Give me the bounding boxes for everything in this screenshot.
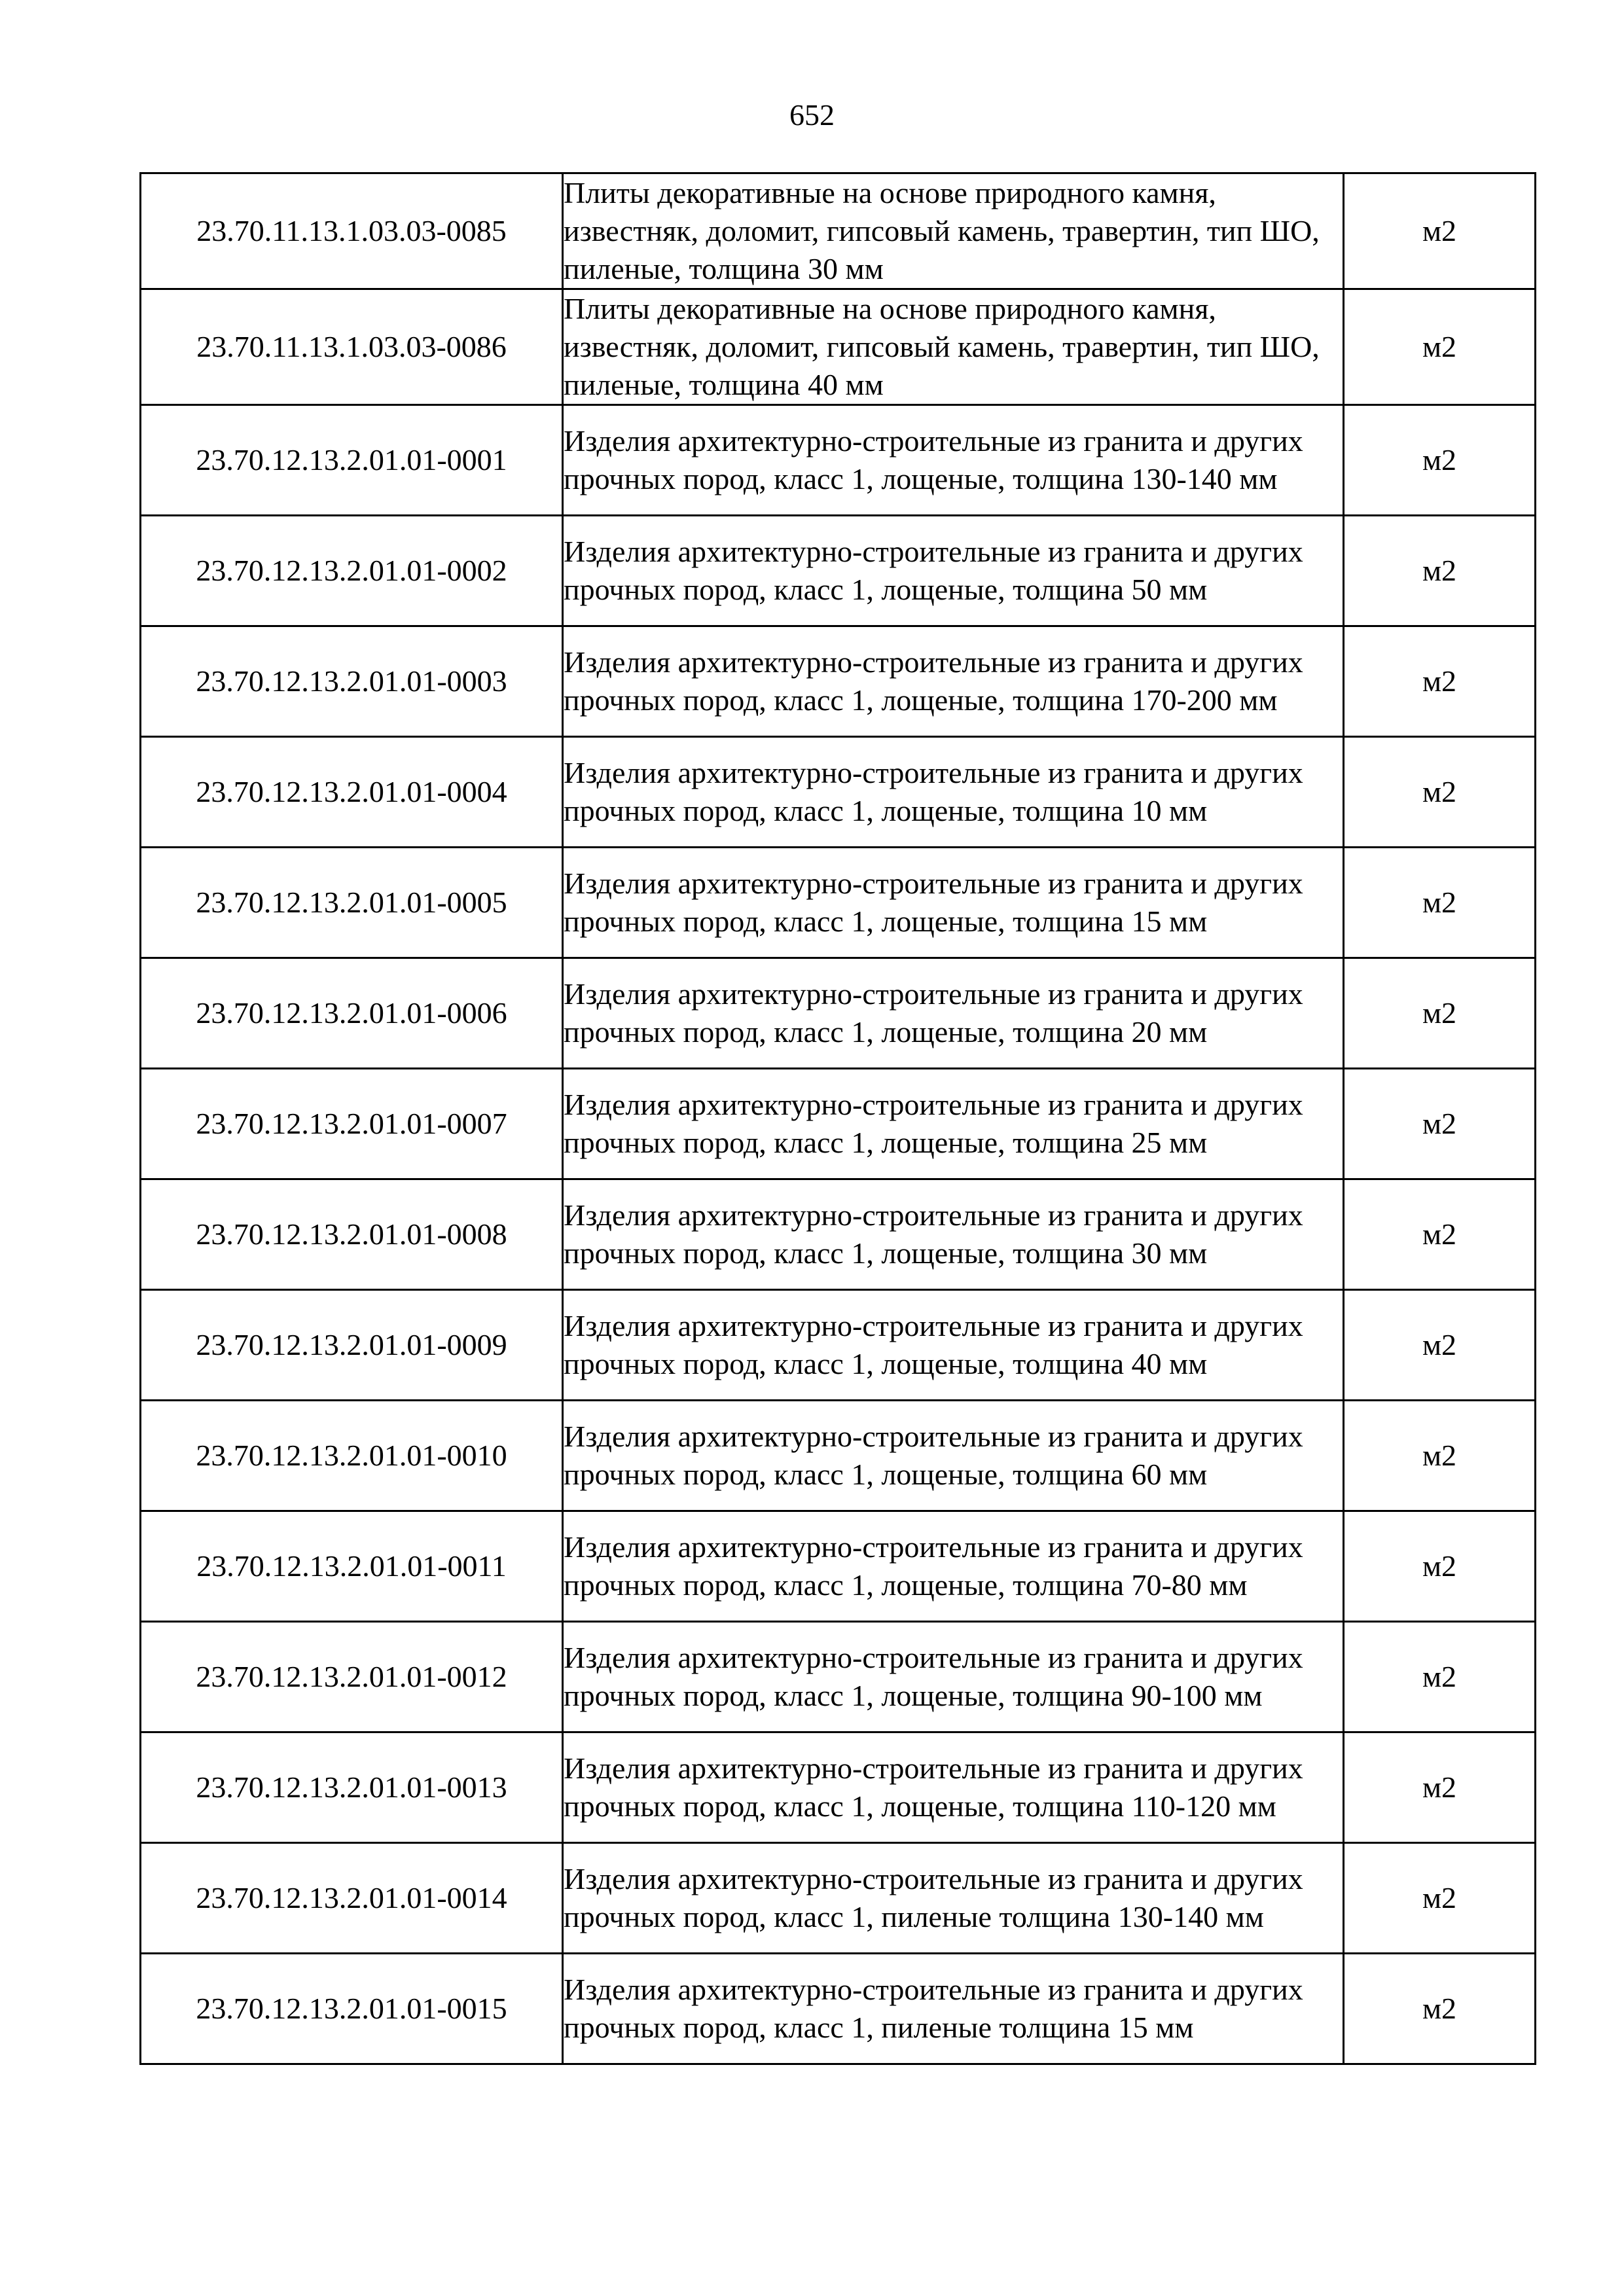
resource-name-cell: Изделия архитектурно-строительные из гранита и других прочных пород, класс 1, лощеные, толщина 15 мм [563,848,1344,958]
table-body [141,173,1536,2064]
resource-code-table [139,172,1536,2065]
resource-name-cell: Изделия архитектурно-строительные из гранита и других прочных пород, класс 1, лощеные, толщина 50 мм [563,516,1344,626]
unit-cell: м2 [1344,289,1536,405]
resource-name-cell: Изделия архитектурно-строительные из гранита и других прочных пород, класс 1, лощеные, толщина 20 мм [563,958,1344,1069]
unit-cell: м2 [1344,1732,1536,1843]
table-row [141,958,1536,1069]
resource-name-cell: Изделия архитектурно-строительные из гранита и других прочных пород, класс 1, лощеные, толщина 30 мм [563,1179,1344,1290]
resource-code-cell: 23.70.12.13.2.01.01-0010 [141,1401,563,1511]
resource-name-cell: Изделия архитектурно-строительные из гранита и других прочных пород, класс 1, лощеные, толщина 90-100 мм [563,1622,1344,1732]
resource-name-cell: Изделия архитектурно-строительные из гранита и других прочных пород, класс 1, пиленые толщина 130-140 мм [563,1843,1344,1954]
resource-code-cell: 23.70.12.13.2.01.01-0015 [141,1954,563,2064]
resource-code-cell: 23.70.12.13.2.01.01-0013 [141,1732,563,1843]
resource-code-cell: 23.70.11.13.1.03.03-0086 [141,289,563,405]
resource-code-cell: 23.70.12.13.2.01.01-0005 [141,848,563,958]
resource-code-cell: 23.70.12.13.2.01.01-0004 [141,737,563,848]
resource-name-cell: Изделия архитектурно-строительные из гранита и других прочных пород, класс 1, лощеные, толщина 130-140 мм [563,405,1344,516]
resource-name-cell: Плиты декоративные на основе природного камня, известняк, доломит, гипсовый камень, травертин, тип ШО, пиленые, толщина 30 мм [563,173,1344,289]
resource-code-cell: 23.70.11.13.1.03.03-0085 [141,173,563,289]
unit-cell: м2 [1344,1622,1536,1732]
resource-code-cell: 23.70.12.13.2.01.01-0001 [141,405,563,516]
resource-name-cell: Изделия архитектурно-строительные из гранита и других прочных пород, класс 1, лощеные, толщина 60 мм [563,1401,1344,1511]
table-row [141,1290,1536,1401]
resource-code-cell: 23.70.12.13.2.01.01-0011 [141,1511,563,1622]
table-row [141,1401,1536,1511]
resource-name-cell: Изделия архитектурно-строительные из гранита и других прочных пород, класс 1, лощеные, толщина 110-120 мм [563,1732,1344,1843]
resource-name-cell: Изделия архитектурно-строительные из гранита и других прочных пород, класс 1, пиленые толщина 15 мм [563,1954,1344,2064]
resource-name-cell: Изделия архитектурно-строительные из гранита и других прочных пород, класс 1, лощеные, толщина 25 мм [563,1069,1344,1179]
unit-cell: м2 [1344,173,1536,289]
unit-cell: м2 [1344,405,1536,516]
resource-name-cell: Изделия архитектурно-строительные из гранита и других прочных пород, класс 1, лощеные, толщина 10 мм [563,737,1344,848]
table-row [141,1732,1536,1843]
table-row [141,1511,1536,1622]
resource-code-cell: 23.70.12.13.2.01.01-0008 [141,1179,563,1290]
table-row [141,173,1536,289]
table-row [141,1179,1536,1290]
unit-cell: м2 [1344,848,1536,958]
table-row [141,516,1536,626]
table-row [141,289,1536,405]
resource-name-cell: Изделия архитектурно-строительные из гранита и других прочных пород, класс 1, лощеные, толщина 170-200 мм [563,626,1344,737]
resource-code-cell: 23.70.12.13.2.01.01-0014 [141,1843,563,1954]
resource-code-cell: 23.70.12.13.2.01.01-0012 [141,1622,563,1732]
unit-cell: м2 [1344,1290,1536,1401]
unit-cell: м2 [1344,958,1536,1069]
resource-code-cell: 23.70.12.13.2.01.01-0007 [141,1069,563,1179]
unit-cell: м2 [1344,1954,1536,2064]
table-row [141,848,1536,958]
table-row [141,1622,1536,1732]
unit-cell: м2 [1344,737,1536,848]
resource-code-cell: 23.70.12.13.2.01.01-0002 [141,516,563,626]
resource-name-cell: Изделия архитектурно-строительные из гранита и других прочных пород, класс 1, лощеные, толщина 70-80 мм [563,1511,1344,1622]
table-row [141,1954,1536,2064]
page-number: 652 [789,98,835,132]
resource-name-cell: Изделия архитектурно-строительные из гранита и других прочных пород, класс 1, лощеные, толщина 40 мм [563,1290,1344,1401]
table-row [141,737,1536,848]
unit-cell: м2 [1344,516,1536,626]
unit-cell: м2 [1344,626,1536,737]
resource-name-cell: Плиты декоративные на основе природного камня, известняк, доломит, гипсовый камень, травертин, тип ШО, пиленые, толщина 40 мм [563,289,1344,405]
unit-cell: м2 [1344,1843,1536,1954]
unit-cell: м2 [1344,1511,1536,1622]
resource-code-cell: 23.70.12.13.2.01.01-0006 [141,958,563,1069]
resource-code-cell: 23.70.12.13.2.01.01-0009 [141,1290,563,1401]
resource-code-cell: 23.70.12.13.2.01.01-0003 [141,626,563,737]
table-row [141,405,1536,516]
table-row [141,1069,1536,1179]
unit-cell: м2 [1344,1179,1536,1290]
table-row [141,626,1536,737]
table-row [141,1843,1536,1954]
unit-cell: м2 [1344,1069,1536,1179]
unit-cell: м2 [1344,1401,1536,1511]
